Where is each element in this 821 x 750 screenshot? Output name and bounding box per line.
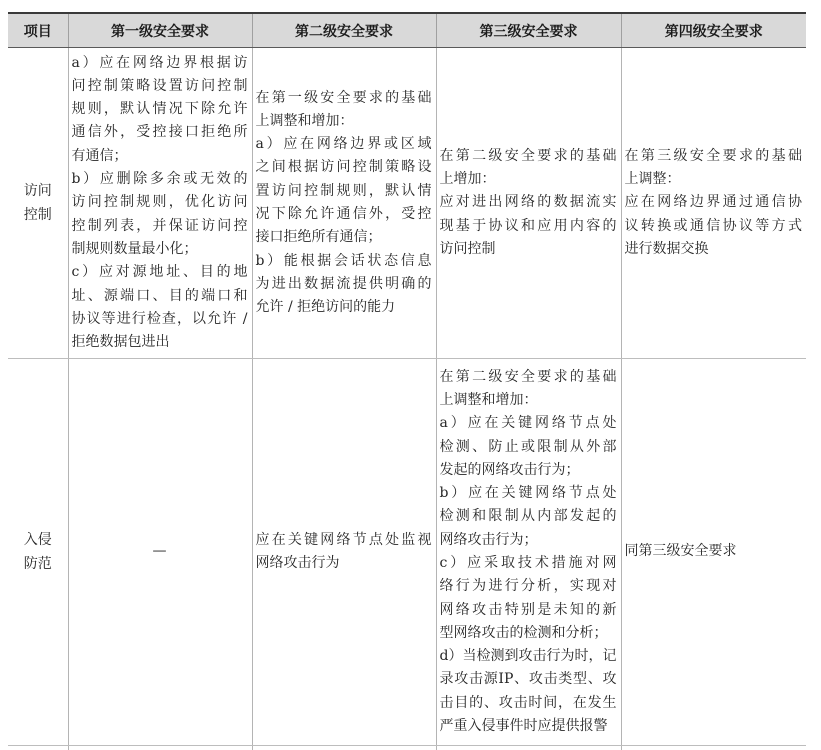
requirement-text-line: 上调整和增加： [439,391,538,408]
level-2-cell [252,359,436,746]
requirement-text-line: a）应在网络边界根据访 [71,54,248,71]
requirement-text-line: 网络攻击特别是未知的新 [439,601,617,618]
level-3-cell [436,359,621,746]
requirement-paragraph [440,552,617,645]
header-item: 项目 [8,13,68,48]
requirement-text-line: 现基于协议和应用内容的 [439,217,617,234]
requirement-text-line: 协议等进行检查，以允许 / [71,310,248,327]
requirement-text-line: a）应在关键网络节点处 [439,415,617,432]
requirement-text-line: 况下除允许通信外，受控 [255,206,432,222]
requirement-text-line: 应在关键网络节点处监视 [255,531,432,548]
requirement-text-line: 拒绝数据包进出 [71,334,170,351]
requirement-text-line: 击目的、攻击时间，在发生 [439,694,617,711]
requirement-text-line: 上增加： [439,171,496,188]
requirement-paragraph [72,261,248,354]
level-4-cell [621,359,806,746]
requirement-text-line: 检测和限制从内部发起的 [439,508,617,525]
requirement-text-line: b）能根据会话状态信息 [255,252,432,269]
requirement-text-line: 录攻击源IP、攻击类型、攻 [439,671,617,688]
requirement-text-line: 应对进出网络的数据流实 [439,194,617,211]
continued-cell [252,746,436,750]
row-item-cell [8,359,68,746]
requirement-text-line: 接口拒绝所有通信； [255,229,382,246]
requirement-text-line: 为进出数据流提供明确的 [255,275,432,292]
requirement-text-line: 通信外，受控接口拒绝所 [71,124,248,141]
header-level-1: 第一级安全要求 [68,13,252,48]
requirement-text-line: 型网络攻击的检测和分析； [439,624,608,641]
requirement-text-line: 检测、防止或限制从外部 [439,438,617,455]
requirement-text-line: c）应采取技术措施对网 [439,555,617,571]
continued-cell [436,746,621,750]
requirement-text-line: c）应对源地址、目的地 [71,264,248,281]
requirement-paragraph [256,250,432,320]
security-requirements-table [8,12,806,750]
requirement-paragraph [256,133,432,249]
requirement-text-line: 问控制策略设置访问控制 [71,77,248,94]
requirement-paragraph [440,645,617,738]
requirement-paragraph [440,145,617,192]
requirement-text-line: 址、源端口、目的端口和 [71,287,248,304]
requirement-text-line: 在第二级安全要求的基础 [439,368,617,385]
requirement-text-line: 上调整： [624,171,681,188]
continued-cell [621,746,806,750]
requirement-text-line: 允许 / 拒绝访问的能力 [255,299,396,316]
requirement-text-line: — [152,543,167,560]
header-level-4: 第四级安全要求 [621,13,806,48]
requirement-text-line: 网络攻击行为 [255,555,340,571]
requirement-paragraph [440,482,617,552]
continued-cell [8,746,68,750]
requirement-text-line: 上调整和增加： [255,112,354,129]
requirement-text-line: 在第二级安全要求的基础 [439,147,617,164]
row-item-label-line: 控制 [23,207,52,223]
level-3-cell [436,48,621,359]
requirement-text-line: 在第三级安全要求的基础 [624,147,802,164]
header-level-3: 第三级安全要求 [436,13,621,48]
requirement-text-line: 之间根据访问控制策略设 [255,159,432,176]
requirement-paragraph [440,412,617,482]
requirement-text-line: 访问控制 [439,240,496,257]
requirement-paragraph [625,145,803,192]
requirement-text-line: d）当检测到攻击行为时，记 [439,648,617,665]
requirement-text-line: 置访问控制规则，默认情 [255,182,432,199]
requirement-paragraph [256,529,432,576]
requirement-text-line: 同第三级安全要求 [624,543,737,560]
requirement-text-line: a）应在网络边界或区域 [255,136,432,153]
header-row [8,13,806,48]
requirement-text-line: 发起的网络攻击行为； [439,461,580,478]
table-row-continued [8,746,806,750]
row-item-cell [8,48,68,359]
level-2-cell [252,48,436,359]
requirement-text-line: 制规则数量最小化； [71,240,198,257]
requirement-text-line: 网络攻击行为； [439,531,538,548]
requirement-text-line: 在第一级安全要求的基础 [255,89,432,106]
requirement-text-line: 有通信； [71,147,128,164]
row-item-label-line: 防范 [23,556,52,572]
requirement-text-line: b）应删除多余或无效的 [71,171,248,188]
row-item-label-line: 入侵 [23,532,52,548]
header-level-2: 第二级安全要求 [252,13,436,48]
requirement-paragraph [72,52,248,168]
requirement-text-line: 议转换或通信协议等方式 [624,217,802,234]
requirement-paragraph [625,540,803,563]
level-1-cell [68,48,252,359]
requirement-text-line: 访问控制规则，优化访问 [71,194,248,211]
level-4-cell [621,48,806,359]
continued-cell [68,746,252,750]
table-row-intrusion-prevention [8,359,806,746]
level-1-cell [68,359,252,746]
requirement-text-line: 规则，默认情况下除允许 [71,101,248,118]
requirement-paragraph [72,540,248,563]
requirement-text-line: b）应在关键网络节点处 [439,485,617,502]
table-row-access-control [8,48,806,359]
requirement-text-line: 应在网络边界通过通信协 [624,194,802,211]
requirement-text-line: 络行为进行分析，实现对 [439,578,617,595]
requirement-paragraph [440,191,617,261]
requirement-paragraph [72,168,248,261]
requirement-paragraph [440,366,617,413]
requirement-paragraph [256,87,432,134]
row-item-label-line: 访问 [23,183,52,199]
requirement-text-line: 控制列表，并保证访问控 [71,217,248,234]
requirement-text-line: 进行数据交换 [624,240,709,257]
requirement-paragraph [625,191,803,261]
requirement-text-line: 严重入侵事件时应提供报警 [439,718,608,735]
